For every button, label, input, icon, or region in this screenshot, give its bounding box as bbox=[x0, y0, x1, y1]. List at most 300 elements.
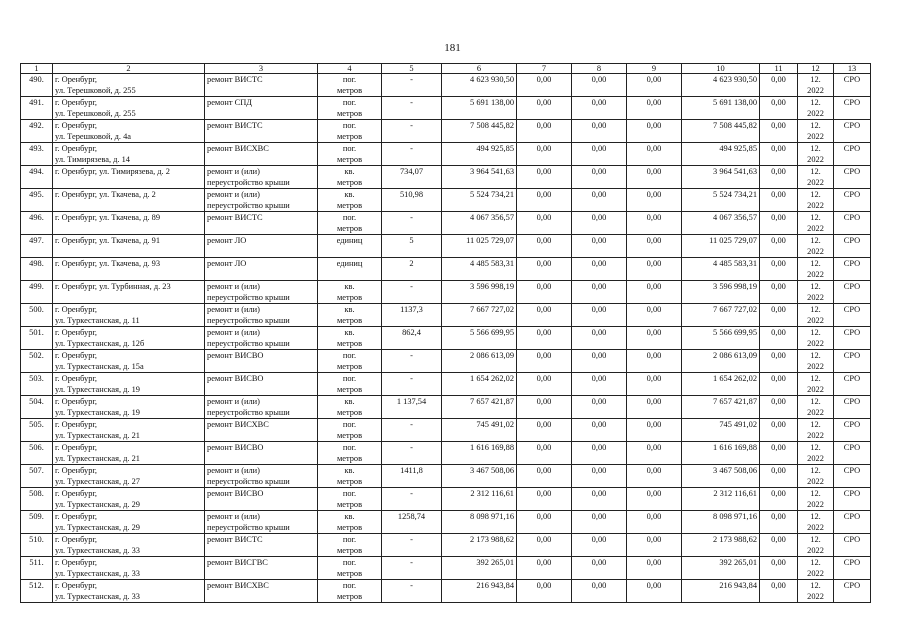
cell-unit bbox=[318, 396, 382, 419]
cell-address bbox=[53, 511, 205, 534]
cell-quantity bbox=[382, 258, 442, 281]
cell-deadline-text: 2022 bbox=[807, 316, 824, 325]
cell-unit-text: кв. bbox=[344, 167, 355, 176]
cell-quantity-text: - bbox=[410, 98, 413, 107]
cell-unit bbox=[318, 74, 382, 97]
cell-other-funds bbox=[760, 166, 798, 189]
cell-quantity bbox=[382, 304, 442, 327]
cell-local-funds bbox=[627, 580, 682, 603]
cell-federal-funds-text: 0,00 bbox=[536, 167, 552, 176]
cell-deadline bbox=[798, 557, 834, 580]
cell-work-type bbox=[205, 511, 318, 534]
cell-address-text: ул. Туркестанская, д. 27 bbox=[55, 477, 140, 486]
table-row bbox=[21, 488, 871, 511]
cell-work-type-text: ремонт ВИСТС bbox=[207, 75, 263, 84]
cell-method bbox=[834, 97, 871, 120]
cell-local-funds-text: 0,00 bbox=[646, 466, 662, 475]
cell-unit-text: кв. bbox=[344, 305, 355, 314]
cell-number bbox=[21, 143, 53, 166]
cell-other-funds-text: 0,00 bbox=[771, 581, 786, 590]
cell-deadline-text: 2022 bbox=[807, 500, 824, 509]
cell-owner-funds-text: 5 691 138,00 bbox=[713, 98, 757, 107]
cell-owner-funds bbox=[682, 304, 760, 327]
cell-owner-funds bbox=[682, 281, 760, 304]
cell-number-text: 505. bbox=[29, 420, 44, 429]
cell-owner-funds bbox=[682, 396, 760, 419]
cell-unit bbox=[318, 419, 382, 442]
cell-deadline-text: 2022 bbox=[807, 523, 824, 532]
cell-number bbox=[21, 189, 53, 212]
column-header: 5 bbox=[382, 64, 442, 74]
cell-total-cost bbox=[442, 373, 517, 396]
cell-other-funds bbox=[760, 281, 798, 304]
cell-local-funds bbox=[627, 212, 682, 235]
cell-deadline-text: 2022 bbox=[807, 293, 824, 302]
cell-work-type bbox=[205, 97, 318, 120]
cell-address-text: ул. Терешковой, д. 255 bbox=[55, 86, 136, 95]
cell-work-type bbox=[205, 557, 318, 580]
cell-local-funds-text: 0,00 bbox=[646, 581, 662, 590]
cell-deadline bbox=[798, 465, 834, 488]
table-row bbox=[21, 442, 871, 465]
cell-owner-funds-text: 7 667 727,02 bbox=[713, 305, 757, 314]
column-number-row bbox=[21, 64, 871, 74]
cell-local-funds bbox=[627, 304, 682, 327]
cell-work-type bbox=[205, 373, 318, 396]
cell-address-text: г. Оренбург, ул. Ткачева, д. 91 bbox=[55, 236, 161, 245]
cell-federal-funds bbox=[517, 488, 572, 511]
cell-deadline-text: 2022 bbox=[807, 362, 824, 371]
cell-total-cost bbox=[442, 304, 517, 327]
cell-regional-funds-text: 0,00 bbox=[591, 397, 607, 406]
cell-local-funds-text: 0,00 bbox=[646, 558, 662, 567]
cell-deadline-text: 2022 bbox=[807, 178, 824, 187]
table-row bbox=[21, 258, 871, 281]
cell-regional-funds-text: 0,00 bbox=[591, 259, 607, 268]
cell-owner-funds-text: 4 623 930,50 bbox=[713, 75, 757, 84]
cell-other-funds-text: 0,00 bbox=[771, 512, 786, 521]
cell-regional-funds bbox=[572, 74, 627, 97]
cell-quantity bbox=[382, 511, 442, 534]
cell-regional-funds-text: 0,00 bbox=[591, 190, 607, 199]
cell-quantity-text: 2 bbox=[409, 259, 414, 268]
cell-unit-text: кв. bbox=[344, 282, 355, 291]
cell-unit-text: метров bbox=[336, 431, 363, 440]
cell-federal-funds bbox=[517, 396, 572, 419]
table-row bbox=[21, 580, 871, 603]
cell-total-cost bbox=[442, 419, 517, 442]
cell-address bbox=[53, 419, 205, 442]
cell-quantity-text: - bbox=[410, 282, 413, 291]
cell-quantity bbox=[382, 281, 442, 304]
cell-owner-funds-text: 2 086 613,09 bbox=[713, 351, 757, 360]
cell-total-cost bbox=[442, 258, 517, 281]
cell-unit-text: пог. bbox=[342, 558, 357, 567]
cell-deadline bbox=[798, 166, 834, 189]
cell-total-cost bbox=[442, 74, 517, 97]
cell-local-funds-text: 0,00 bbox=[646, 443, 662, 452]
cell-owner-funds bbox=[682, 143, 760, 166]
cell-total-cost bbox=[442, 120, 517, 143]
cell-unit bbox=[318, 465, 382, 488]
cell-total-cost bbox=[442, 511, 517, 534]
cell-address bbox=[53, 396, 205, 419]
cell-number-text: 507. bbox=[29, 466, 44, 475]
cell-unit-text: метров bbox=[336, 523, 363, 532]
cell-address-text: г. Оренбург, bbox=[55, 144, 98, 153]
cell-quantity-text: 5 bbox=[409, 236, 414, 245]
column-header: 7 bbox=[517, 64, 572, 74]
cell-total-cost bbox=[442, 534, 517, 557]
cell-unit-text: метров bbox=[336, 109, 363, 118]
cell-address-text: ул. Туркестанская, д. 33 bbox=[55, 569, 140, 578]
cell-deadline-text: 2022 bbox=[807, 592, 824, 601]
cell-regional-funds bbox=[572, 396, 627, 419]
cell-owner-funds-text: 2 173 988,62 bbox=[713, 535, 757, 544]
cell-regional-funds-text: 0,00 bbox=[591, 581, 607, 590]
cell-local-funds-text: 0,00 bbox=[646, 259, 662, 268]
cell-work-type-text: переустройство крыши bbox=[207, 178, 290, 187]
cell-address-text: г. Оренбург, bbox=[55, 75, 98, 84]
cell-deadline-text: 12. bbox=[810, 121, 821, 130]
cell-total-cost bbox=[442, 327, 517, 350]
cell-number bbox=[21, 74, 53, 97]
cell-address bbox=[53, 557, 205, 580]
cell-deadline-text: 12. bbox=[810, 282, 821, 291]
cell-method-text: СРО bbox=[843, 535, 861, 544]
cell-address bbox=[53, 189, 205, 212]
cell-federal-funds-text: 0,00 bbox=[536, 305, 552, 314]
cell-local-funds bbox=[627, 534, 682, 557]
cell-number-text: 495. bbox=[29, 190, 44, 199]
cell-quantity-text: - bbox=[410, 144, 413, 153]
cell-unit bbox=[318, 143, 382, 166]
cell-deadline bbox=[798, 304, 834, 327]
cell-owner-funds bbox=[682, 442, 760, 465]
cell-address bbox=[53, 350, 205, 373]
cell-work-type-text: ремонт ЛО bbox=[207, 259, 247, 268]
cell-method-text: СРО bbox=[843, 190, 861, 199]
cell-unit-text: пог. bbox=[342, 489, 357, 498]
cell-work-type bbox=[205, 396, 318, 419]
cell-total-cost-text: 5 691 138,00 bbox=[470, 98, 514, 107]
cell-method-text: СРО bbox=[843, 351, 861, 360]
cell-unit bbox=[318, 327, 382, 350]
cell-deadline bbox=[798, 442, 834, 465]
cell-unit-text: метров bbox=[336, 201, 363, 210]
cell-local-funds-text: 0,00 bbox=[646, 144, 662, 153]
cell-regional-funds-text: 0,00 bbox=[591, 98, 607, 107]
cell-federal-funds bbox=[517, 511, 572, 534]
cell-address-text: г. Оренбург, bbox=[55, 489, 98, 498]
cell-work-type-text: ремонт ВИСТС bbox=[207, 121, 263, 130]
cell-number bbox=[21, 327, 53, 350]
cell-federal-funds bbox=[517, 350, 572, 373]
cell-local-funds bbox=[627, 396, 682, 419]
cell-work-type bbox=[205, 304, 318, 327]
cell-unit-text: метров bbox=[336, 454, 363, 463]
cell-deadline-text: 12. bbox=[810, 351, 821, 360]
cell-address-text: г. Оренбург, bbox=[55, 328, 98, 337]
cell-method-text: СРО bbox=[843, 466, 861, 475]
cell-regional-funds bbox=[572, 442, 627, 465]
cell-number bbox=[21, 488, 53, 511]
cell-local-funds-text: 0,00 bbox=[646, 374, 662, 383]
cell-address-text: ул. Терешковой, д. 4а bbox=[55, 132, 131, 141]
cell-owner-funds-text: 7 657 421,87 bbox=[713, 397, 757, 406]
cell-federal-funds-text: 0,00 bbox=[536, 374, 552, 383]
cell-other-funds-text: 0,00 bbox=[771, 167, 786, 176]
cell-local-funds bbox=[627, 97, 682, 120]
cell-number bbox=[21, 534, 53, 557]
cell-owner-funds bbox=[682, 557, 760, 580]
cell-quantity bbox=[382, 166, 442, 189]
cell-local-funds-text: 0,00 bbox=[646, 512, 662, 521]
cell-number bbox=[21, 396, 53, 419]
cell-other-funds-text: 0,00 bbox=[771, 351, 786, 360]
cell-method bbox=[834, 419, 871, 442]
cell-number bbox=[21, 580, 53, 603]
cell-deadline-text: 12. bbox=[810, 259, 821, 268]
cell-unit-text: метров bbox=[336, 178, 363, 187]
table-row bbox=[21, 281, 871, 304]
cell-deadline-text: 12. bbox=[810, 236, 821, 245]
cell-work-type-text: переустройство крыши bbox=[207, 316, 290, 325]
cell-regional-funds bbox=[572, 212, 627, 235]
cell-method bbox=[834, 511, 871, 534]
cell-address-text: ул. Туркестанская, д. 21 bbox=[55, 431, 140, 440]
cell-other-funds-text: 0,00 bbox=[771, 98, 786, 107]
cell-quantity-text: 862,4 bbox=[402, 328, 421, 337]
cell-method bbox=[834, 143, 871, 166]
cell-number-text: 492. bbox=[29, 121, 44, 130]
cell-unit-text: метров bbox=[336, 500, 363, 509]
cell-other-funds bbox=[760, 465, 798, 488]
cell-federal-funds-text: 0,00 bbox=[536, 213, 552, 222]
cell-quantity bbox=[382, 442, 442, 465]
cell-quantity-text: 1411,8 bbox=[400, 466, 423, 475]
cell-method bbox=[834, 350, 871, 373]
cell-regional-funds bbox=[572, 488, 627, 511]
cell-unit-text: метров bbox=[336, 155, 363, 164]
cell-work-type bbox=[205, 212, 318, 235]
cell-number-text: 490. bbox=[29, 75, 44, 84]
cell-owner-funds bbox=[682, 189, 760, 212]
cell-method bbox=[834, 281, 871, 304]
cell-total-cost-text: 4 623 930,50 bbox=[470, 75, 514, 84]
cell-other-funds-text: 0,00 bbox=[771, 144, 786, 153]
cell-deadline bbox=[798, 97, 834, 120]
cell-owner-funds-text: 2 312 116,61 bbox=[713, 489, 757, 498]
cell-work-type bbox=[205, 419, 318, 442]
cell-method-text: СРО bbox=[843, 259, 861, 268]
cell-address-text: ул. Туркестанская, д. 33 bbox=[55, 592, 140, 601]
cell-other-funds bbox=[760, 534, 798, 557]
cell-deadline-text: 12. bbox=[810, 190, 821, 199]
cell-owner-funds bbox=[682, 511, 760, 534]
cell-address-text: г. Оренбург, bbox=[55, 374, 98, 383]
cell-work-type bbox=[205, 580, 318, 603]
cell-unit bbox=[318, 281, 382, 304]
cell-deadline-text: 2022 bbox=[807, 201, 824, 210]
table-row bbox=[21, 235, 871, 258]
cell-total-cost bbox=[442, 212, 517, 235]
table-row bbox=[21, 465, 871, 488]
cell-regional-funds bbox=[572, 235, 627, 258]
cell-owner-funds-text: 745 491,02 bbox=[719, 420, 757, 429]
works-table bbox=[20, 63, 871, 603]
cell-deadline bbox=[798, 534, 834, 557]
cell-local-funds bbox=[627, 465, 682, 488]
cell-other-funds-text: 0,00 bbox=[771, 420, 786, 429]
cell-other-funds bbox=[760, 97, 798, 120]
cell-total-cost bbox=[442, 396, 517, 419]
cell-method-text: СРО bbox=[843, 420, 861, 429]
cell-total-cost-text: 1 654 262,02 bbox=[470, 374, 514, 383]
cell-local-funds-text: 0,00 bbox=[646, 351, 662, 360]
cell-other-funds bbox=[760, 419, 798, 442]
cell-regional-funds-text: 0,00 bbox=[591, 443, 607, 452]
cell-address-text: ул. Туркестанская, д. 29 bbox=[55, 500, 140, 509]
cell-number bbox=[21, 97, 53, 120]
cell-address-text: ул. Терешковой, д. 255 bbox=[55, 109, 136, 118]
cell-unit-text: метров bbox=[336, 408, 363, 417]
cell-address bbox=[53, 258, 205, 281]
table-row bbox=[21, 511, 871, 534]
cell-local-funds-text: 0,00 bbox=[646, 397, 662, 406]
cell-other-funds bbox=[760, 350, 798, 373]
cell-federal-funds bbox=[517, 281, 572, 304]
cell-unit bbox=[318, 235, 382, 258]
cell-address bbox=[53, 327, 205, 350]
cell-owner-funds bbox=[682, 534, 760, 557]
cell-work-type-text: переустройство крыши bbox=[207, 477, 290, 486]
cell-method-text: СРО bbox=[843, 282, 861, 291]
cell-local-funds-text: 0,00 bbox=[646, 167, 662, 176]
cell-method-text: СРО bbox=[843, 305, 861, 314]
cell-other-funds-text: 0,00 bbox=[771, 213, 786, 222]
cell-work-type bbox=[205, 189, 318, 212]
cell-work-type-text: ремонт ВИСВО bbox=[207, 443, 264, 452]
cell-local-funds-text: 0,00 bbox=[646, 236, 662, 245]
table-row bbox=[21, 350, 871, 373]
cell-work-type-text: ремонт ВИСТС bbox=[207, 535, 263, 544]
cell-total-cost-text: 2 086 613,09 bbox=[470, 351, 514, 360]
cell-local-funds bbox=[627, 419, 682, 442]
cell-owner-funds-text: 5 524 734,21 bbox=[713, 190, 757, 199]
cell-address bbox=[53, 120, 205, 143]
cell-unit-text: метров bbox=[336, 385, 363, 394]
cell-work-type-text: переустройство крыши bbox=[207, 408, 290, 417]
cell-other-funds bbox=[760, 304, 798, 327]
cell-method bbox=[834, 120, 871, 143]
cell-deadline-text: 12. bbox=[810, 443, 821, 452]
table-row bbox=[21, 189, 871, 212]
cell-method bbox=[834, 212, 871, 235]
cell-number-text: 500. bbox=[29, 305, 44, 314]
cell-regional-funds-text: 0,00 bbox=[591, 213, 607, 222]
cell-method bbox=[834, 557, 871, 580]
cell-total-cost bbox=[442, 557, 517, 580]
cell-federal-funds-text: 0,00 bbox=[536, 558, 552, 567]
cell-number bbox=[21, 304, 53, 327]
cell-quantity bbox=[382, 488, 442, 511]
cell-number bbox=[21, 465, 53, 488]
cell-work-type bbox=[205, 166, 318, 189]
cell-total-cost-text: 4 485 583,31 bbox=[470, 259, 514, 268]
cell-unit-text: пог. bbox=[342, 374, 357, 383]
cell-address-text: ул. Туркестанская, д. 15а bbox=[55, 362, 144, 371]
cell-unit bbox=[318, 97, 382, 120]
cell-deadline-text: 12. bbox=[810, 167, 821, 176]
cell-quantity bbox=[382, 189, 442, 212]
cell-deadline-text: 12. bbox=[810, 558, 821, 567]
table-row bbox=[21, 97, 871, 120]
cell-work-type-text: ремонт и (или) bbox=[207, 328, 260, 337]
cell-address-text: г. Оренбург, bbox=[55, 535, 98, 544]
cell-total-cost-text: 1 616 169,88 bbox=[470, 443, 514, 452]
cell-other-funds-text: 0,00 bbox=[771, 535, 786, 544]
cell-quantity-text: - bbox=[410, 121, 413, 130]
cell-unit-text: кв. bbox=[344, 397, 355, 406]
cell-unit bbox=[318, 189, 382, 212]
cell-address bbox=[53, 580, 205, 603]
cell-owner-funds bbox=[682, 97, 760, 120]
cell-federal-funds bbox=[517, 235, 572, 258]
cell-address-text: г. Оренбург, ул. Тимирязева, д. 2 bbox=[55, 167, 170, 176]
cell-number bbox=[21, 258, 53, 281]
cell-deadline bbox=[798, 120, 834, 143]
cell-local-funds-text: 0,00 bbox=[646, 213, 662, 222]
cell-work-type bbox=[205, 281, 318, 304]
cell-regional-funds bbox=[572, 534, 627, 557]
cell-work-type-text: переустройство крыши bbox=[207, 523, 290, 532]
cell-method bbox=[834, 74, 871, 97]
cell-unit-text: метров bbox=[336, 592, 363, 601]
cell-regional-funds bbox=[572, 557, 627, 580]
cell-unit-text: кв. bbox=[344, 512, 355, 521]
cell-work-type-text: ремонт ВИСВО bbox=[207, 351, 264, 360]
cell-owner-funds bbox=[682, 350, 760, 373]
cell-deadline-text: 2022 bbox=[807, 86, 824, 95]
cell-deadline bbox=[798, 281, 834, 304]
cell-address-text: г. Оренбург, ул. Турбинная, д. 23 bbox=[55, 282, 171, 291]
cell-other-funds-text: 0,00 bbox=[771, 466, 786, 475]
cell-unit bbox=[318, 442, 382, 465]
cell-deadline bbox=[798, 396, 834, 419]
cell-number-text: 501. bbox=[29, 328, 44, 337]
cell-work-type-text: ремонт и (или) bbox=[207, 305, 260, 314]
cell-federal-funds bbox=[517, 143, 572, 166]
cell-number-text: 494. bbox=[29, 167, 44, 176]
cell-work-type bbox=[205, 143, 318, 166]
cell-total-cost-text: 5 524 734,21 bbox=[470, 190, 514, 199]
cell-work-type-text: переустройство крыши bbox=[207, 293, 290, 302]
cell-federal-funds-text: 0,00 bbox=[536, 512, 552, 521]
table-row bbox=[21, 166, 871, 189]
cell-total-cost bbox=[442, 465, 517, 488]
cell-total-cost bbox=[442, 189, 517, 212]
cell-deadline bbox=[798, 580, 834, 603]
cell-owner-funds bbox=[682, 235, 760, 258]
cell-other-funds-text: 0,00 bbox=[771, 282, 786, 291]
cell-address-text: г. Оренбург, bbox=[55, 351, 98, 360]
cell-quantity bbox=[382, 580, 442, 603]
cell-number bbox=[21, 442, 53, 465]
cell-total-cost-text: 4 067 356,57 bbox=[470, 213, 514, 222]
cell-federal-funds bbox=[517, 327, 572, 350]
cell-deadline-text: 12. bbox=[810, 397, 821, 406]
